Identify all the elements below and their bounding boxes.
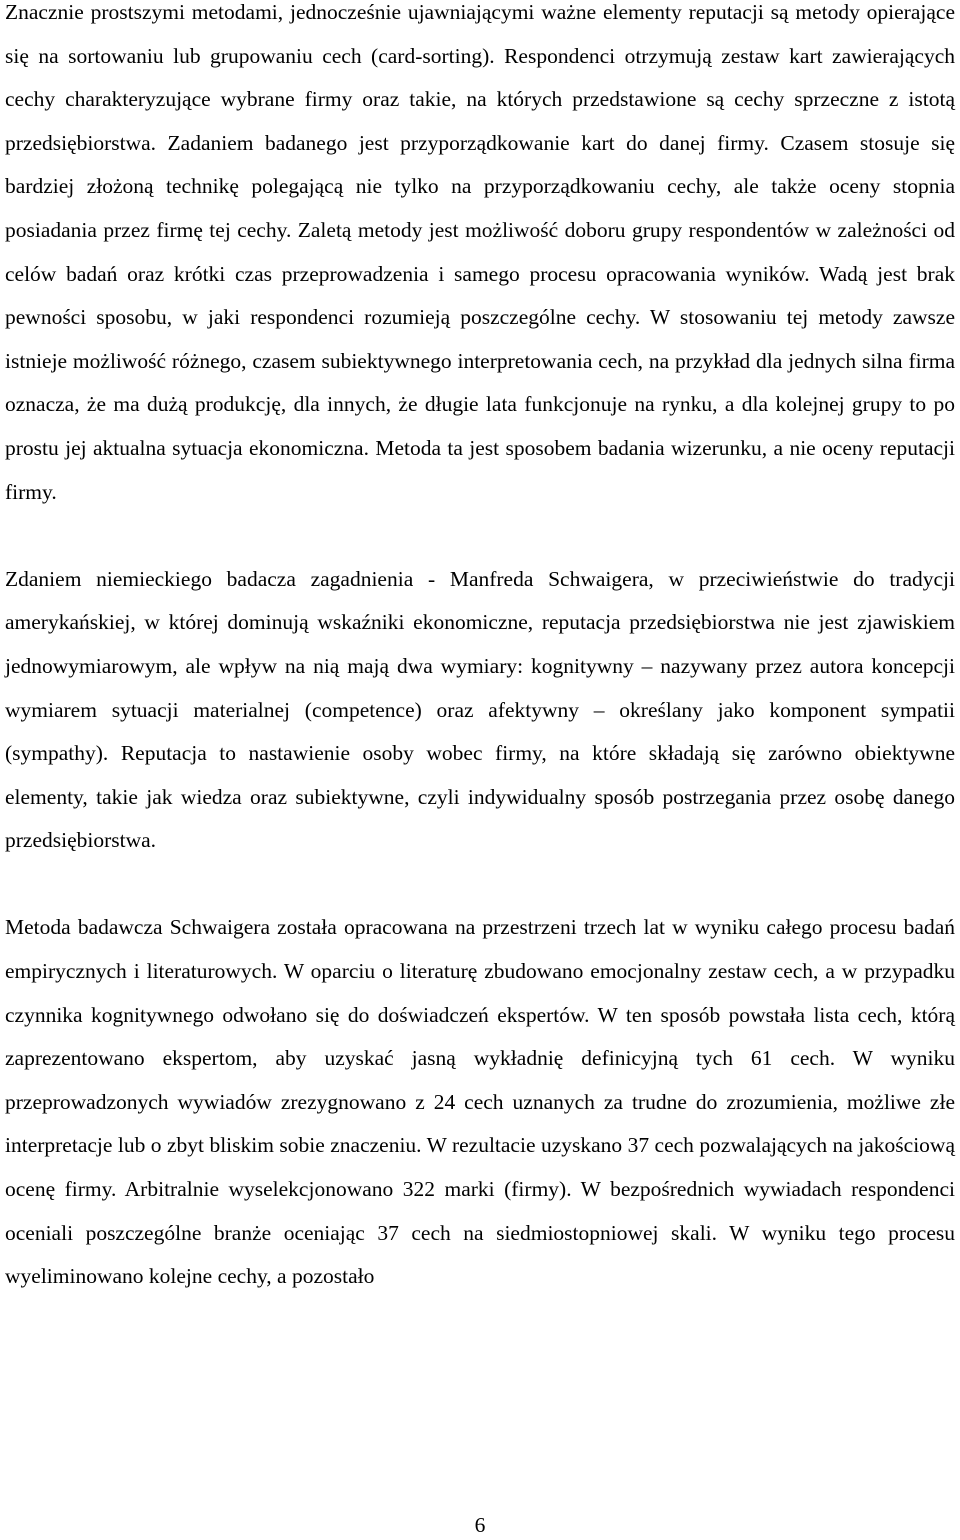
paragraph-card-sorting: Znacznie prostszymi metodami, jednocześnie ujawniającymi ważne elementy reputacji są metody opierające się na sortowaniu lub grupowaniu cech (card-sorting). Respondenci otrzymują zestaw kart zawierających cechy charakteryzujące wybrane firmy oraz takie, na których przedstawione są cechy sprzeczne z istotą przedsiębiorstwa. Zadaniem badanego jest przyporządkowanie kart do danej firmy. Czasem stosuje się bardziej złożoną technikę polegającą nie tylko na przyporządkowaniu cechy, ale także oceny stopnia posiadania przez firmę tej cechy. Zaletą metody jest możliwość doboru grupy respondentów w zależności od celów badań oraz krótki czas przeprowadzenia i samego procesu opracowania wyników. Wadą jest brak pewności sposobu, w jaki respondenci rozumieją poszczególne cechy. W stosowaniu tej metody zawsze istnieje możliwość różnego, czasem subiektywnego interpretowania cech, na przykład dla jednych silna firma oznacza, że ma dużą produkcję, dla innych, że długie lata funkcjonuje na rynku, a dla kolejnej grupy to po prostu jej aktualna sytuacja ekonomiczna. Metoda ta jest sposobem badania wizerunku, a nie oceny reputacji firmy. xyxy=(5,0,955,504)
paragraph-schwaiger-method: Metoda badawcza Schwaigera została opracowana na przestrzeni trzech lat w wyniku całego procesu badań empirycznych i literaturowych. W oparciu o literaturę zbudowano emocjonalny zestaw cech, a w przypadku czynnika kognitywnego odwołano się do doświadczeń ekspertów. W ten sposób powstała lista cech, którą zaprezentowano ekspertom, aby uzyskać jasną wykładnię definicyjną tych 61 cech. W wyniku przeprowadzonych wywiadów zrezygnowano z 24 cech uznanych za trudne do zrozumienia, możliwe złe interpretacje lub o zbyt bliskim sobie znaczeniu. W rezultacie uzyskano 37 cech pozwalających na jakościową ocenę firmy. Arbitralnie wyselekcjonowano 322 marki (firmy). W bezpośrednich wywiadach respondenci oceniali poszczególne branże oceniając 37 cech na siedmiostopniowej skali. W wyniku tego procesu wyeliminowano kolejne cechy, a pozostało xyxy=(5,915,955,1289)
paragraph-schwaiger-definition: Zdaniem niemieckiego badacza zagadnienia - Manfreda Schwaigera, w przeciwieństwie do tradycji amerykańskiej, w której dominują wskaźniki ekonomiczne, reputacja przedsiębiorstwa nie jest zjawiskiem jednowymiarowym, ale wpływ na nią mają dwa wymiary: kognitywny – nazywany przez autora koncepcji wymiarem sytuacji materialnej (competence) oraz afektywny – określany jako komponent sympatii (sympathy). Reputacja to nastawienie osoby wobec firmy, na które składają się zarówno obiektywne elementy, takie jak wiedza oraz subiektywne, czyli indywidualny sposób postrzegania przez osobę danego przedsiębiorstwa. xyxy=(5,566,955,853)
document-page xyxy=(5,0,955,1299)
page-number: 6 xyxy=(474,1513,486,1537)
